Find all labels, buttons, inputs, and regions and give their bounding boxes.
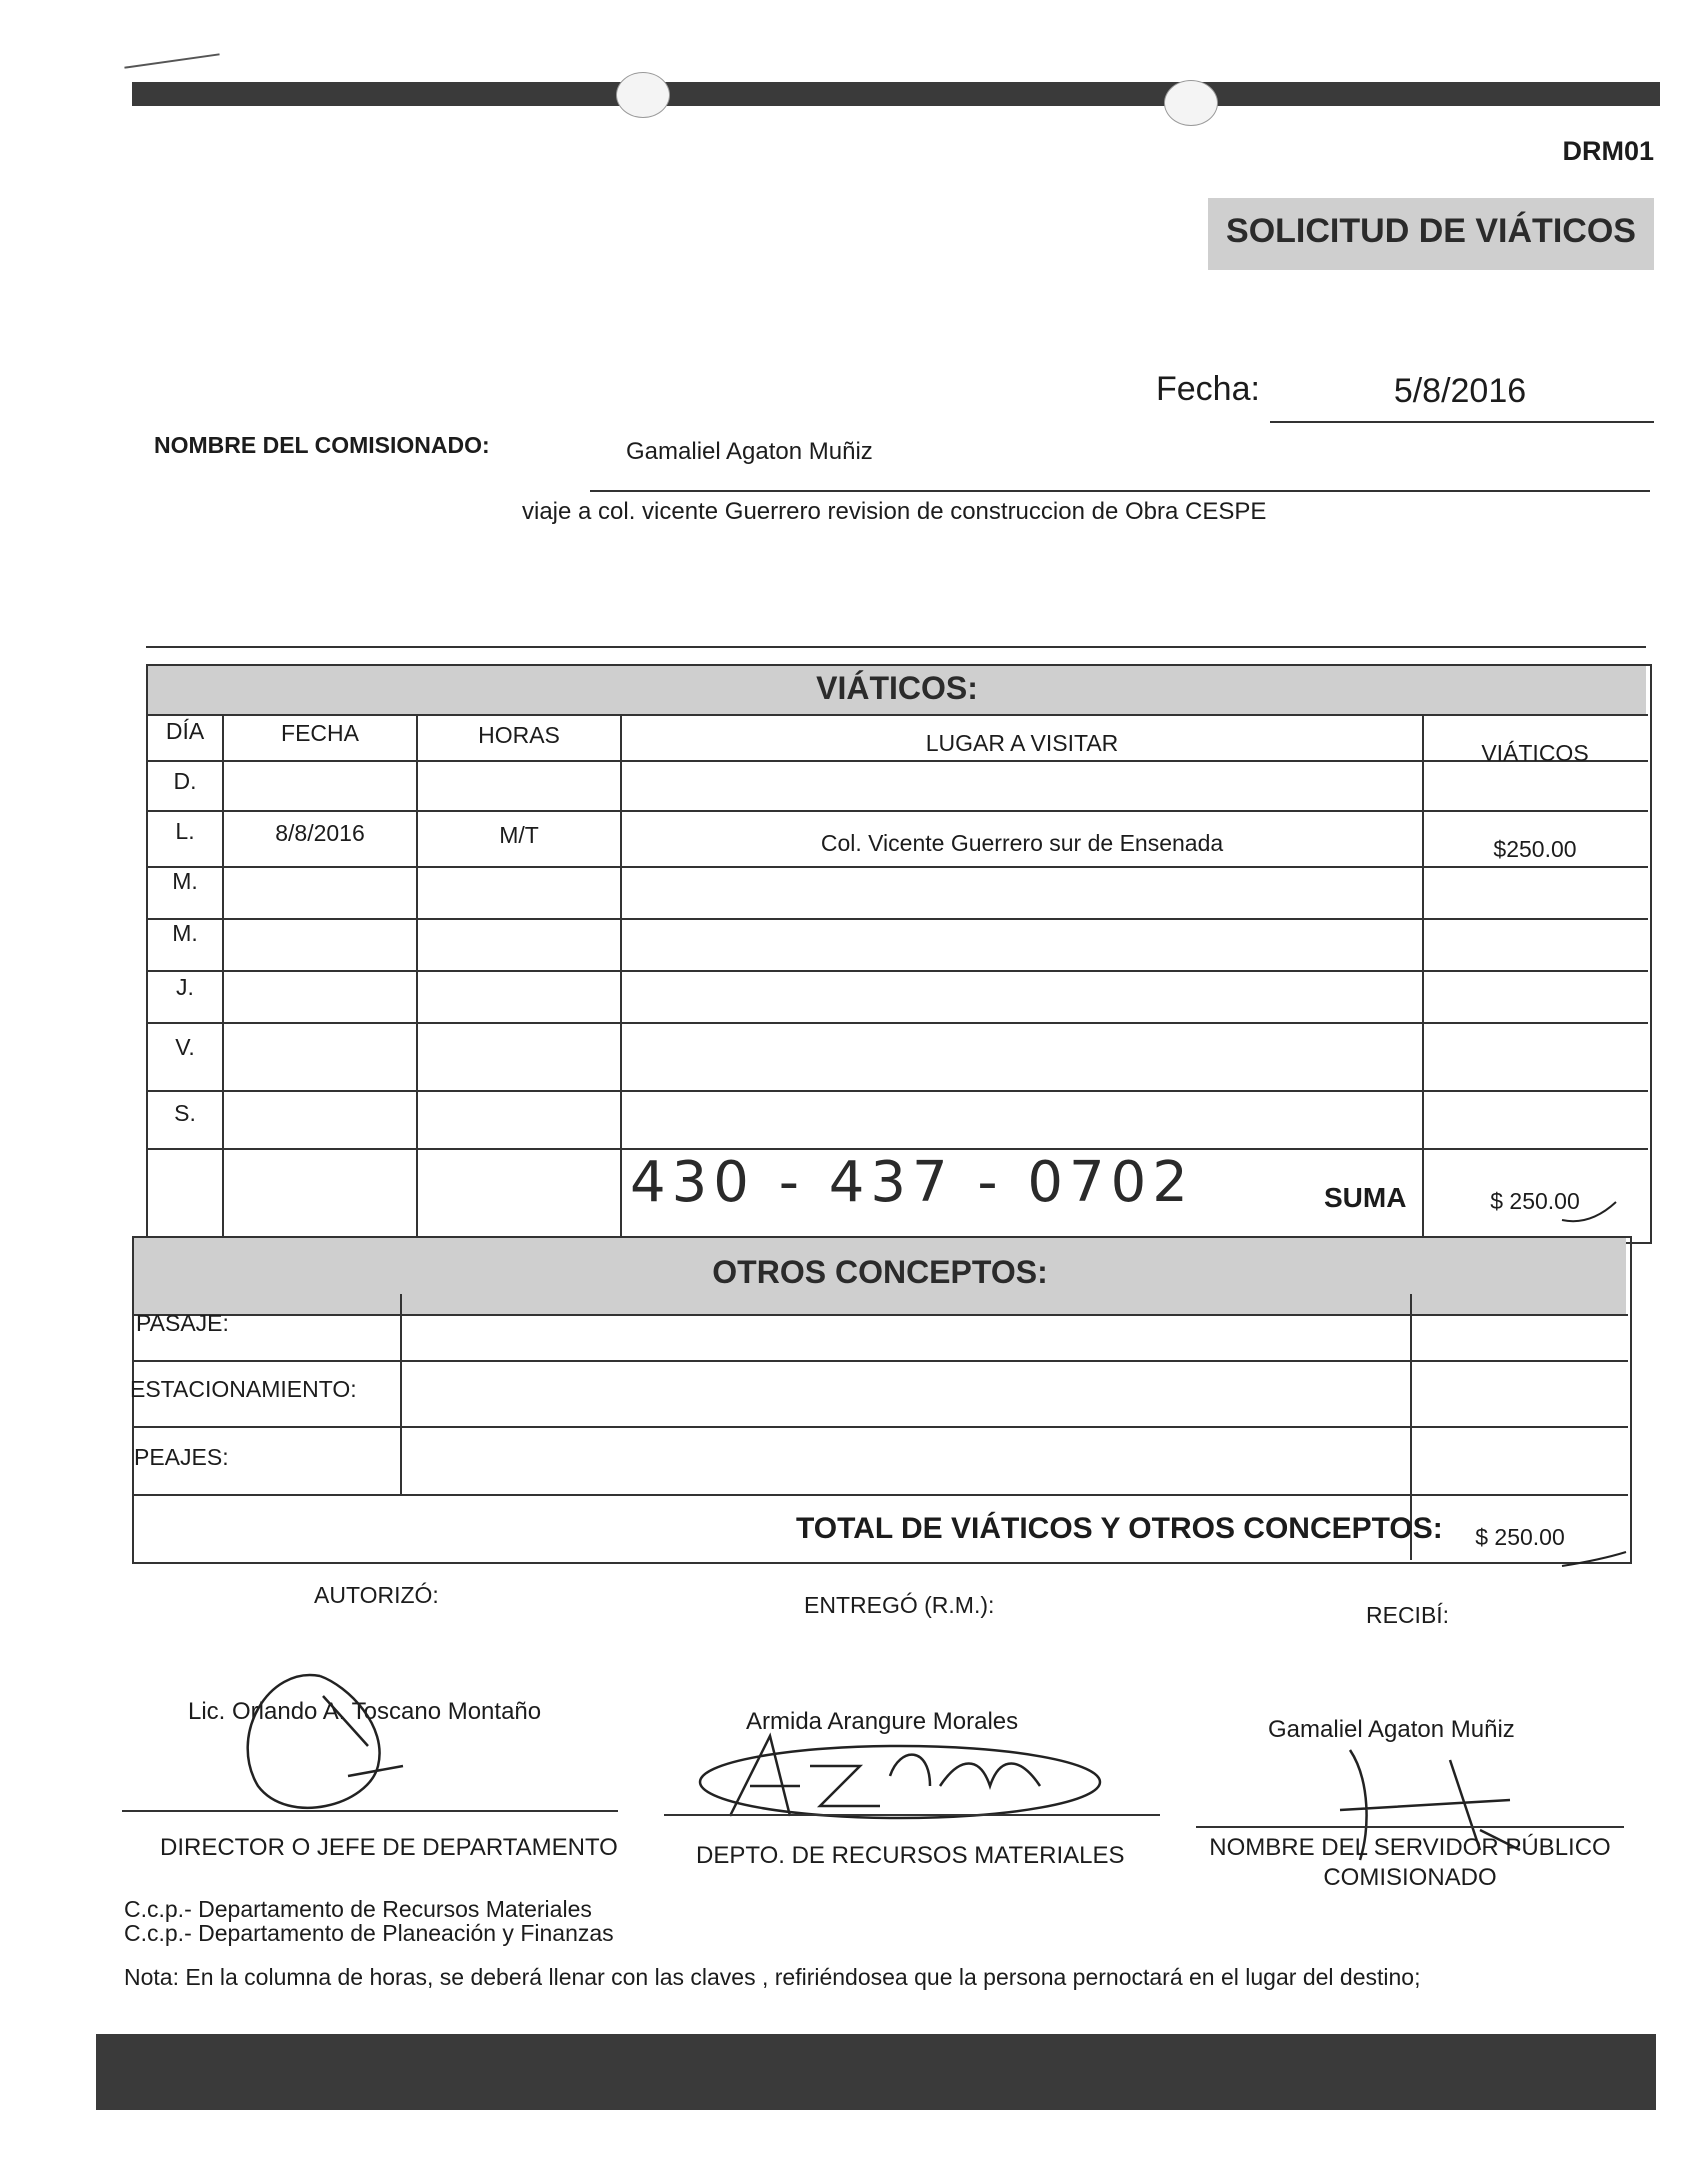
col-header-viaticos: VIÁTICOS (1481, 740, 1589, 766)
otros-row-estacionamiento: ESTACIONAMIENTO: (130, 1376, 357, 1402)
col-line (416, 714, 418, 1240)
entrego-label: ENTREGÓ (R.M.): (804, 1592, 995, 1618)
col-line (620, 714, 622, 1240)
ccp-line-1: C.c.p.- Departamento de Recursos Materiales (124, 1896, 592, 1922)
autorizo-name: Lic. Orlando A. Toscano Montaño (188, 1698, 542, 1725)
entrego-title: DEPTO. DE RECURSOS MATERIALES (696, 1842, 1125, 1869)
check-mark (1560, 1196, 1620, 1236)
table-row-fecha: 8/8/2016 (275, 820, 365, 846)
section-divider (146, 646, 1646, 648)
row-line (146, 810, 1648, 812)
row-line (132, 1360, 1628, 1362)
scan-mark (124, 53, 219, 68)
col-header-fecha: FECHA (281, 720, 359, 746)
table-row-dia: L. (175, 818, 195, 844)
comisionado-underline (590, 490, 1650, 492)
otros-row-peajes: PEAJES: (134, 1444, 229, 1470)
ccp-line-2: C.c.p.- Departamento de Planeación y Finanzas (124, 1920, 614, 1946)
fecha-label: Fecha: (1156, 370, 1260, 408)
table-row-dia: M. (172, 868, 198, 894)
handwritten-phone-number: 430 - 437 - 0702 (630, 1150, 1194, 1215)
recibi-title-2: COMISIONADO (1323, 1864, 1497, 1891)
comisionado-label: NOMBRE DEL COMISIONADO: (154, 432, 490, 458)
table-row-horas: M/T (499, 822, 539, 848)
signature-line (1196, 1826, 1624, 1828)
col-header-horas: HORAS (478, 722, 560, 748)
header-row-line (146, 760, 1648, 762)
otros-section-title: OTROS CONCEPTOS: (712, 1254, 1048, 1290)
motivo-text: viaje a col. vicente Guerrero revision de construccion de Obra CESPE (522, 498, 1267, 525)
nota-text: Nota: En la columna de horas, se deberá llenar con las claves , refiriéndosea que la persona pernoctará en el lugar del destino; (124, 1964, 1421, 1990)
suma-value: $ 250.00 (1490, 1188, 1580, 1214)
viaticos-section-title: VIÁTICOS: (816, 670, 978, 706)
suma-label: SUMA (1324, 1182, 1407, 1213)
col-header-dia: DÍA (165, 718, 205, 744)
autorizo-label: AUTORIZÓ: (314, 1582, 439, 1608)
recibi-name: Gamaliel Agaton Muñiz (1268, 1716, 1515, 1743)
fecha-underline (1270, 421, 1654, 423)
table-row-viaticos: $250.00 (1493, 836, 1577, 862)
row-line (146, 970, 1648, 972)
table-row-dia: S. (174, 1100, 196, 1126)
signature-line (122, 1810, 618, 1812)
total-label: TOTAL DE VIÁTICOS Y OTROS CONCEPTOS: (796, 1512, 1443, 1545)
otros-title-line (132, 1314, 1628, 1316)
total-value: $ 250.00 (1475, 1524, 1565, 1550)
table-row-dia: D. (173, 768, 197, 794)
table-row-dia: J. (176, 974, 194, 1000)
entrego-name: Armida Arangure Morales (746, 1708, 1019, 1735)
comisionado-name: Gamaliel Agaton Muñiz (626, 438, 873, 465)
recibi-title-1: NOMBRE DEL SERVIDOR PÚBLICO (1209, 1834, 1611, 1861)
autorizo-title: DIRECTOR O JEFE DE DEPARTAMENTO (160, 1834, 618, 1861)
col-line (222, 714, 224, 1240)
row-line (146, 1090, 1648, 1092)
row-line (146, 1022, 1648, 1024)
form-code: DRM01 (1562, 136, 1654, 166)
fecha-value: 5/8/2016 (1393, 372, 1527, 410)
col-line (400, 1294, 402, 1496)
row-line (146, 918, 1648, 920)
binder-hole (616, 72, 670, 118)
binder-hole (1164, 80, 1218, 126)
header-bar (132, 82, 1660, 106)
col-header-lugar: LUGAR A VISITAR (925, 730, 1119, 756)
recibi-label: RECIBÍ: (1366, 1602, 1450, 1628)
signature-line (664, 1814, 1160, 1816)
page-title: SOLICITUD DE VIÁTICOS (1226, 212, 1636, 250)
signature-autorizo (228, 1656, 428, 1816)
footer-bar (96, 2034, 1656, 2110)
row-line (132, 1426, 1628, 1428)
table-row-dia: M. (172, 920, 198, 946)
row-line (132, 1494, 1628, 1496)
table-row-lugar: Col. Vicente Guerrero sur de Ensenada (820, 830, 1224, 856)
check-mark (1560, 1546, 1630, 1576)
table-row-dia: V. (175, 1034, 195, 1060)
row-line (146, 866, 1648, 868)
otros-row-pasaje: PASAJE: (136, 1310, 229, 1336)
signature-entrego (690, 1726, 1110, 1836)
col-line (1422, 714, 1424, 1240)
